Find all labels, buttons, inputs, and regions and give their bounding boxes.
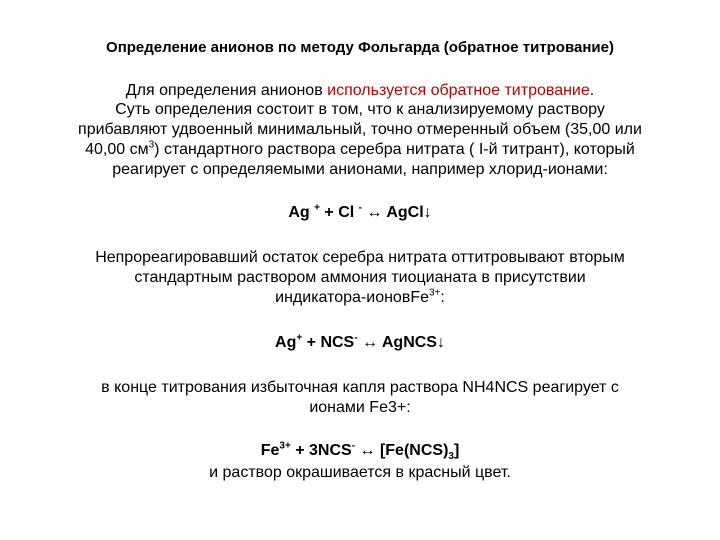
text-line: ионами Fe3+: bbox=[309, 399, 411, 416]
text-line: Суть определения состоит в том, что к анализируемому раствору bbox=[115, 101, 605, 118]
text-segment: . bbox=[589, 82, 595, 99]
highlighted-text: используется обратное титрование bbox=[327, 82, 590, 99]
superscript: 3 bbox=[148, 139, 155, 151]
text-line: Непрореагировавший остаток серебра нитрата оттитровывают вторым bbox=[95, 249, 625, 266]
equation-fe-ncs: $Fe^{3+} + 3NCS^-$ ↔ $[Fe(NCS)_3]$ bbox=[260, 440, 460, 463]
text-line: в конце титрования избыточная капля раствора NH4NCS реагирует с bbox=[101, 379, 619, 396]
text-line bbox=[0, 140, 720, 160]
text-line: прибавляют удвоенный минимальный, точно отмеренный объем (35,00 или bbox=[78, 121, 642, 138]
text-segment: 40,00 см bbox=[85, 141, 149, 158]
equation-agcl: Ag + + Cl - ↔ AgCl↓ bbox=[288, 202, 432, 221]
text-segment: Для определения анионов bbox=[125, 82, 328, 99]
text-line bbox=[0, 81, 720, 101]
text-line: реагирует с определяемыми анионами, например хлорид-ионами: bbox=[112, 161, 608, 178]
text-segment: ) стандартного раствора серебра нитрата ( I-й титрант), который bbox=[154, 141, 635, 158]
superscript: 3+ bbox=[429, 287, 441, 299]
text-line: стандартным раствором аммония тиоцианата в присутствии bbox=[134, 269, 586, 286]
equation-agncs: Ag+ + NCS- ↔ AgNCS↓ bbox=[275, 332, 445, 351]
text-line: индикатора-ионовFe$^{3+}$: bbox=[275, 287, 445, 306]
text-line: и раствор окрашивается в красный цвет. bbox=[209, 464, 511, 481]
page-title: Определение анионов по методу Фольгарда (обратное титрование) bbox=[106, 39, 614, 56]
